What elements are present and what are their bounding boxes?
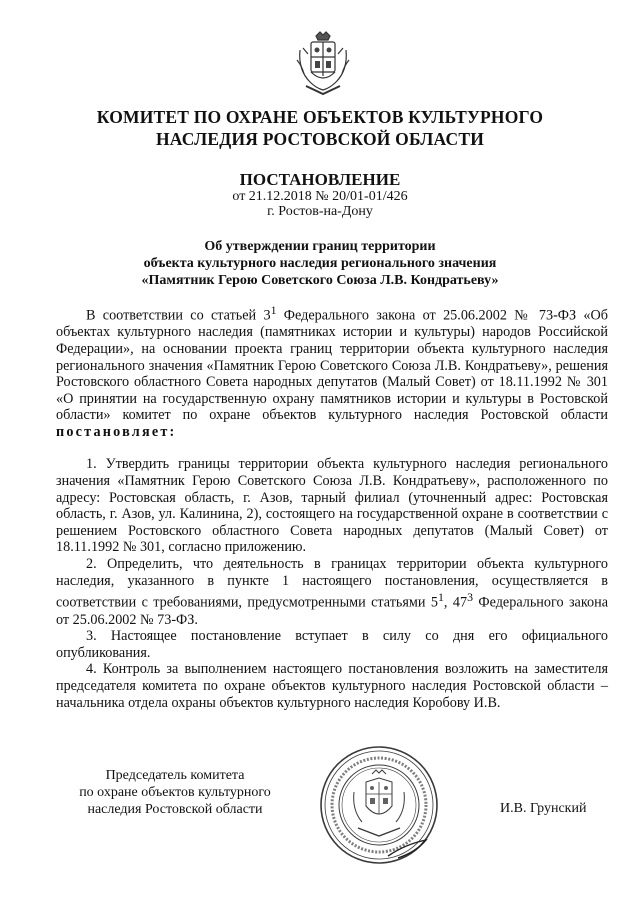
document-subject <box>60 238 580 289</box>
intro-text-2: Федерального закона от 25.06.2002 № 73-ФЗ «Об объектах культурного наследия (памятниках истории и культуры) народов Российской Федерации», на основании проекта границ территории объекта культурного наследия регионального значения «Памятник Герою Советского Союза Л.В. Кондратьеву», решения Ростовского областного Совета народных депутатов (Малый Совет) от 18.11.1992 № 301 «О принятии на государственную охрану памятников истории и культуры в Ростовской области» комитет по охране объектов культурного наследия Ростовской области <box>56 307 608 424</box>
official-seal-icon <box>318 744 440 866</box>
coat-of-arms-icon <box>294 30 352 98</box>
intro-paragraph <box>56 302 608 440</box>
item-2-text-2: , 47 <box>443 594 468 611</box>
signatory-title <box>50 767 300 818</box>
signatory-title-line-2: по охране объектов культурного <box>79 785 271 800</box>
signatory-title-line-1: Председатель комитета <box>105 768 245 783</box>
decree-word: постановляет: <box>56 423 177 440</box>
committee-line-1: КОМИТЕТ ПО ОХРАНЕ ОБЪЕКТОВ КУЛЬТУРНОГО <box>96 107 544 127</box>
item-4: 4. Контроль за выполнением настоящего постановления возложить на заместителя председателя комитета по охране объектов культурного наследия Ростовской области – начальника отдела охраны объектов культурного наследия Коробову И.В. <box>56 661 608 711</box>
committee-name <box>60 106 580 150</box>
document-body <box>56 302 608 711</box>
committee-line-2: НАСЛЕДИЯ РОСТОВСКОЙ ОБЛАСТИ <box>155 129 485 149</box>
item-2-superscript-2: 3 <box>467 590 473 605</box>
signatory-title-line-3: наследия Ростовской области <box>87 802 263 817</box>
subject-line-1: Об утверждении границ территории <box>204 239 436 254</box>
item-2-text-3: Федерального закона от 25.06.2002 № 73-ФЗ. <box>56 594 608 628</box>
subject-line-3: «Памятник Герою Советского Союза Л.В. Кондратьеву» <box>141 273 499 288</box>
item-2-text-1: 2. Определить, что деятельность в границах территории объекта культурного наследия, указанного в пункте 1 настоящего постановления, осуществляется в соответствии с требованиями, предусмотренными статьями 5 <box>56 556 608 611</box>
item-1: 1. Утвердить границы территории объекта культурного наследия регионального значения «Памятник Герою Советского Союза Л.В. Кондратьеву», расположенного по адресу: Ростовская область, г. Азов, тарный филиал (уточненный адрес: Ростовская область, г. Азов, ул. Калинина, 2), состоящего на государственной охране в соответствии с решением Ростовского областного Совета народных депутатов (Малый Совет) от 18.11.1992 № 301, согласно приложению. <box>56 456 608 556</box>
document-date-number: от 21.12.2018 № 20/01-01/426 <box>232 189 408 204</box>
item-2 <box>56 556 608 628</box>
document-type: ПОСТАНОВЛЕНИЕ <box>239 170 401 189</box>
intro-text-1: В соответствии со статьей 3 <box>86 307 271 324</box>
item-3: 3. Настоящее постановление вступает в силу со дня его официального опубликования. <box>56 628 608 661</box>
signatory-name: И.В. Грунский <box>500 801 587 816</box>
document-city: г. Ростов-на-Дону <box>267 204 373 219</box>
subject-line-2: объекта культурного наследия регионального значения <box>143 256 497 271</box>
item-2-superscript-1: 1 <box>438 590 444 605</box>
intro-superscript: 1 <box>270 303 277 317</box>
